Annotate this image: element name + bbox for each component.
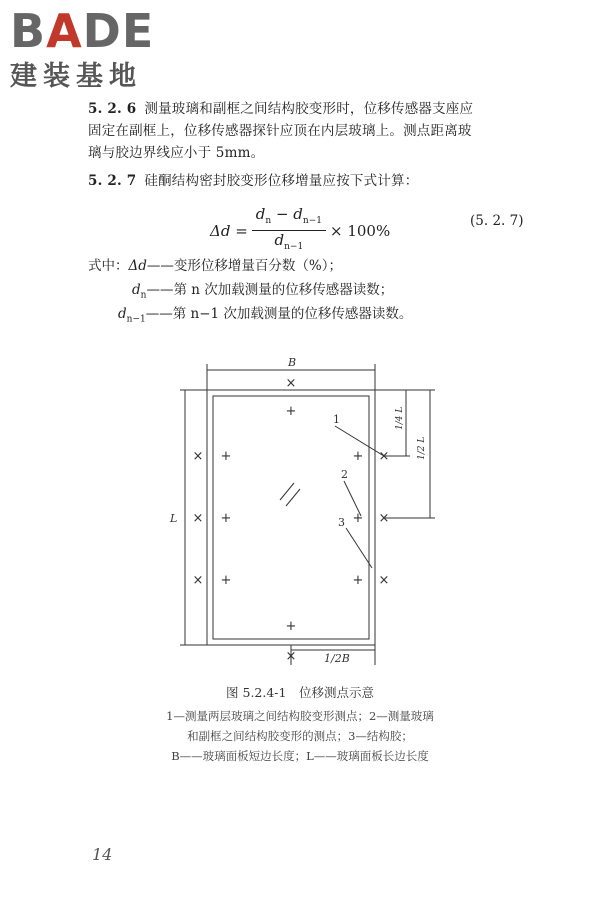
cross-mark: × [192, 573, 204, 588]
bade-logo [10, 6, 190, 96]
clause-5-2-6 [88, 98, 558, 164]
cross-mark: × [285, 649, 297, 664]
cross-mark: × [378, 573, 390, 588]
dim-label-b: B [288, 356, 297, 369]
formula-tail: × 100% [329, 221, 391, 240]
clause-number: 5. 2. 7 [88, 173, 137, 189]
dim-label-l: L [170, 512, 178, 525]
plus-mark: + [220, 573, 232, 588]
logo-subtitle: 建装基地 [10, 61, 142, 92]
clause-number: 5. 2. 6 [88, 101, 137, 117]
dim-label-half-b: 1/2B [324, 652, 350, 665]
clause-text: 硅酮结构密封胶变形位移增量应按下式计算： [144, 173, 419, 189]
outer-frame [207, 390, 375, 645]
cross-mark: × [285, 376, 297, 391]
page-number: 14 [92, 845, 113, 864]
callout-2: 2 [341, 468, 348, 481]
dim-label-half-l: 1/2 L [417, 436, 427, 460]
cross-mark: × [378, 511, 390, 526]
clause-5-2-7 [88, 170, 558, 192]
clause-text: 测量玻璃和副框之间结构胶变形时，位移传感器支座应 [144, 101, 474, 117]
logo-word: BADE [10, 4, 155, 58]
figure-caption-line: 和副框之间结构胶变形的测点；3—结构胶； [187, 729, 413, 743]
plus-mark: + [352, 449, 364, 464]
plus-mark: + [220, 511, 232, 526]
cross-mark: × [378, 449, 390, 464]
plus-mark: + [220, 449, 232, 464]
where-item-3: $d_{n-1}——$第 n−1 次加载测量的位移传感器读数。 [118, 306, 413, 325]
formula-numerator: $d_n - d_{n-1}$ [252, 205, 326, 231]
cross-mark: × [192, 449, 204, 464]
cross-mark: × [192, 511, 204, 526]
figure-title: 图 5.2.4-1 位移测点示意 [226, 685, 374, 700]
figure-caption-line: B——玻璃面板短边长度；L——玻璃面板长边长度 [171, 749, 429, 763]
formula-lhs: Δd = [210, 221, 248, 240]
where-item-1: 式中：Δd——变形位移增量百分数（%）； [88, 258, 342, 274]
plus-mark: + [285, 404, 297, 419]
clause-text: 璃与胶边界线应小于 5mm。 [88, 145, 265, 161]
plus-mark: + [285, 619, 297, 634]
callout-1: 1 [333, 413, 340, 426]
dim-label-quarter-l: 1/4 L [395, 406, 405, 430]
measurement-point-diagram [160, 350, 440, 670]
formula-denominator: $d_{n-1}$ [274, 231, 304, 252]
where-item-2: $d_n——$第 n 次加载测量的位移传感器读数； [132, 282, 394, 301]
clause-text: 固定在副框上，位移传感器探针应顶在内层玻璃上。测点距离玻 [88, 123, 472, 139]
equation-number: (5. 2. 7) [470, 213, 524, 229]
formula-5-2-7 [210, 205, 390, 256]
callout-3: 3 [338, 516, 345, 529]
formula-fraction [252, 205, 326, 256]
plus-mark: + [352, 573, 364, 588]
figure-caption-line: 1—测量两层玻璃之间结构胶变形测点；2—测量玻璃 [166, 709, 434, 723]
plus-mark: + [352, 511, 364, 526]
